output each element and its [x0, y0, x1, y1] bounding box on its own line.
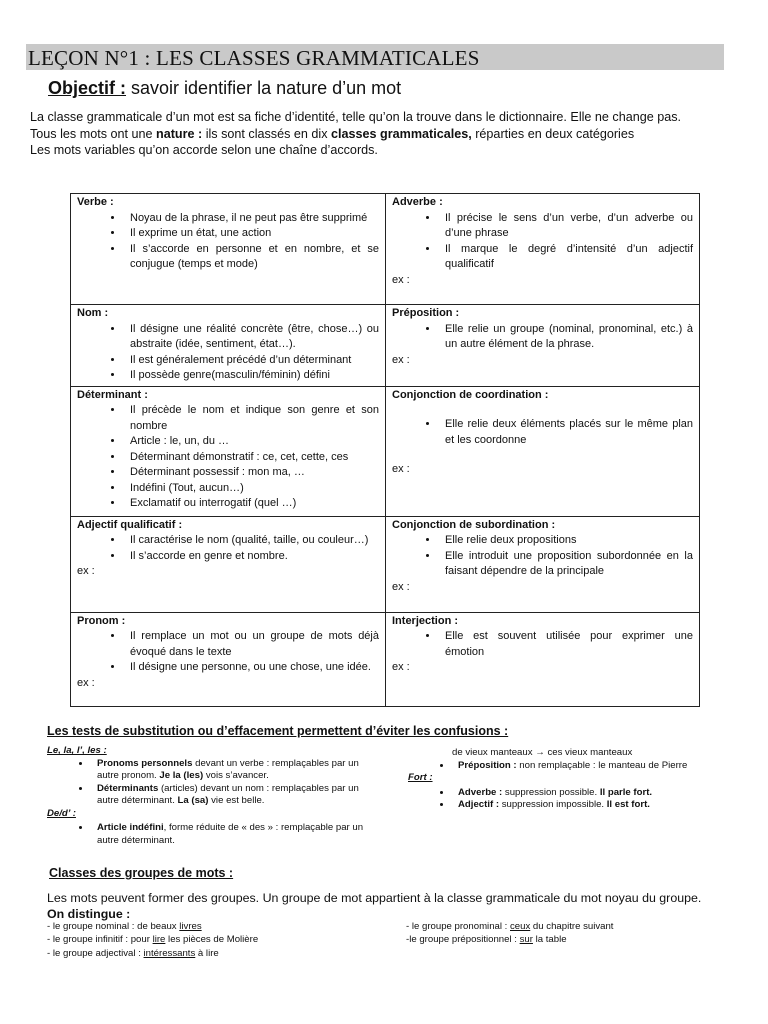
- intro-line-1: La classe grammaticale d’un mot est sa fiche d’identité, telle qu’on la trouve dans le dictionnaire. Elle ne change pas.: [30, 110, 682, 124]
- cell-conjonction-subordination: [386, 516, 700, 612]
- example-label: ex :: [77, 676, 95, 689]
- example: Il parle fort.: [599, 786, 653, 798]
- table-row: [71, 305, 700, 387]
- text: - le groupe adjectival :: [47, 947, 144, 959]
- list-item: • Elle introduit une proposition subordonnée en la faisant dépendre de la principale: [439, 549, 693, 580]
- example: vie est belle.: [208, 795, 265, 806]
- groups-title: Classes des groupes de mots :: [49, 866, 234, 880]
- text: , forme réduite de « des » : remplaçable par un autre déterminant.: [97, 822, 364, 846]
- list-item: • Indéfini (Tout, aucun…): [124, 481, 379, 497]
- example-label: ex :: [392, 661, 410, 673]
- cell-heading: Verbe :: [77, 196, 114, 208]
- example-label: ex :: [77, 565, 95, 577]
- example-label: ex :: [392, 580, 410, 593]
- text: du chapitre suivant: [530, 921, 614, 932]
- intro-line-2-e: réparties en deux catégories: [471, 126, 635, 141]
- list-item: • Il s’accorde en personne et en nombre, et se conjugue (temps et mode): [124, 242, 379, 273]
- example: Je la: [159, 770, 184, 781]
- example: vois s’avancer.: [203, 770, 269, 781]
- list-item: [452, 760, 748, 773]
- intro-line-2-classes: classes grammaticales,: [331, 126, 472, 141]
- text: devant un verbe : remplaçables par un autre pronom.: [97, 757, 359, 781]
- list-item: • Il s’accorde en genre et nombre.: [124, 549, 379, 565]
- text: la table: [532, 934, 567, 946]
- objective-label: Objectif :: [48, 78, 127, 98]
- list-item: [406, 933, 613, 946]
- groups-intro-text: Les mots peuvent former des groupes. Un groupe de mot appartient à la classe grammaticale du mot noyau du groupe.: [47, 891, 702, 905]
- list-item: • Il précède le nom et indique son genre et son nombre: [124, 403, 379, 434]
- tests-subheading-le-la: Le, la, l’, les :: [47, 745, 107, 756]
- list-item: [91, 758, 367, 783]
- title-bar: [26, 44, 724, 70]
- cell-adjectif: [71, 516, 386, 612]
- cell-heading: Déterminant :: [77, 388, 148, 401]
- table-row: [71, 194, 700, 305]
- list-item: [91, 822, 367, 847]
- cell-list: [77, 403, 379, 512]
- list-item: • Article : le, un, du …: [124, 434, 379, 450]
- list-item: [452, 799, 748, 812]
- text: (articles) devant un nom : remplaçables par un autre déterminant.: [97, 782, 359, 806]
- objective: [48, 78, 401, 99]
- list-item: • Il exprime un état, une action: [124, 226, 379, 242]
- noyau: lire: [152, 934, 166, 946]
- cell-heading: Nom :: [77, 307, 109, 319]
- tests-list: [408, 787, 748, 812]
- page-title: LEÇON N°1 : LES CLASSES GRAMMATICALES: [28, 46, 480, 70]
- tests-subheading-de: De/d’ :: [47, 807, 76, 819]
- cell-conjonction-coordination: [386, 386, 700, 516]
- table-row: [71, 516, 700, 612]
- tests-list: [47, 822, 367, 847]
- list-item: [47, 947, 258, 960]
- list-item: • Elle relie deux propositions: [439, 533, 693, 549]
- tests-list: [47, 758, 367, 808]
- cell-heading: Interjection :: [392, 614, 459, 627]
- intro-line-2-a: Tous les mots ont une: [30, 126, 157, 141]
- tests-title: Les tests de substitution ou d’effacement permettent d’éviter les confusions :: [47, 724, 509, 738]
- cell-heading: Conjonction de subordination :: [392, 518, 556, 531]
- arrow-icon: →: [535, 747, 545, 758]
- intro-line-3: Les mots variables qu’on accorde selon une chaîne d’accords.: [30, 143, 378, 157]
- cell-list: [77, 533, 379, 564]
- list-item: • Il caractérise le nom (qualité, taille, ou couleur…): [124, 533, 379, 549]
- cell-heading: Adjectif qualificatif :: [77, 518, 183, 531]
- text: les pièces de Molière: [165, 934, 259, 946]
- text: non remplaçable : le manteau de Pierre: [516, 759, 688, 771]
- cell-heading: Adverbe :: [392, 196, 443, 208]
- cell-list: [392, 533, 693, 580]
- example: La: [177, 795, 192, 806]
- cell-list: [392, 322, 693, 353]
- term: Adverbe :: [458, 786, 503, 798]
- objective-text: savoir identifier la nature d’un mot: [131, 78, 402, 98]
- groups-intro: [47, 890, 757, 922]
- table-row: [71, 386, 700, 516]
- table-row: [71, 612, 700, 706]
- example-label: ex :: [392, 463, 410, 475]
- tests-subheading-fort: Fort :: [408, 772, 433, 783]
- example: Il est fort.: [606, 799, 650, 810]
- cell-list: [392, 417, 693, 448]
- intro-line-2-nature: nature :: [156, 126, 203, 141]
- cell-nom: [71, 305, 386, 387]
- cell-adverbe: [386, 194, 700, 305]
- cell-pronom: [71, 612, 386, 706]
- text: - le groupe infinitif : pour: [47, 934, 153, 946]
- list-item: • Déterminant démonstratif : ce, cet, cette, ces: [124, 450, 379, 466]
- example-label: ex :: [392, 353, 410, 366]
- text: -le groupe prépositionnel :: [406, 934, 520, 946]
- term: Adjectif :: [458, 799, 500, 810]
- list-item: • Exclamatif ou interrogatif (quel …): [124, 496, 379, 512]
- list-item: • Elle relie deux éléments placés sur le même plan et les coordonne: [439, 417, 693, 448]
- list-item: • Elle est souvent utilisée pour exprimer une émotion: [439, 629, 693, 660]
- example: (les): [183, 770, 204, 781]
- noyau: ceux: [510, 921, 531, 932]
- noyau: livres: [179, 921, 202, 932]
- intro-line-2-c: ils sont classés en dix: [202, 126, 331, 141]
- cell-list: [77, 211, 379, 273]
- term: Pronoms personnels: [97, 757, 193, 769]
- text: ces vieux manteaux: [544, 747, 633, 758]
- list-item: • Elle relie un groupe (nominal, pronominal, etc.) à un autre élément de la phrase.: [439, 322, 693, 353]
- groups-distinguish: On distingue :: [47, 907, 131, 921]
- list-item: [452, 787, 748, 800]
- cell-list: [77, 629, 379, 676]
- cell-interjection: [386, 612, 700, 706]
- noyau: intéressants: [143, 947, 196, 959]
- tests-right-column: [408, 747, 748, 812]
- list-item: • Il désigne une réalité concrète (être, chose…) ou abstraite (idée, sentiment, état…).: [124, 322, 379, 353]
- tests-list: [408, 760, 748, 773]
- list-item: • Il précise le sens d’un verbe, d’un adverbe ou d’une phrase: [439, 211, 693, 242]
- text: suppression impossible.: [499, 799, 607, 810]
- groups-left-column: [47, 920, 258, 960]
- intro-text: [30, 109, 730, 159]
- cell-heading: Pronom :: [77, 614, 126, 627]
- classes-table: [70, 193, 700, 707]
- list-item: • Noyau de la phrase, il ne peut pas être supprimé: [124, 211, 379, 227]
- cell-list: [392, 211, 693, 273]
- tests-example-line: [452, 747, 748, 760]
- groups-right-column: [406, 920, 613, 947]
- cell-preposition: [386, 305, 700, 387]
- list-item: • Il remplace un mot ou un groupe de mots déjà évoqué dans le texte: [124, 629, 379, 660]
- text: - le groupe pronominal :: [406, 921, 510, 932]
- term: Déterminants: [97, 782, 159, 794]
- list-item: [91, 783, 367, 808]
- list-item: [47, 920, 258, 933]
- text: à lire: [195, 947, 219, 959]
- cell-heading: Conjonction de coordination :: [392, 388, 549, 401]
- term: Préposition :: [458, 759, 517, 771]
- cell-list: [77, 322, 379, 384]
- list-item: [47, 933, 258, 946]
- tests-left-column: [47, 745, 367, 847]
- cell-verbe: [71, 194, 386, 305]
- list-item: • Il désigne une personne, ou une chose, une idée.: [124, 660, 379, 676]
- text: de vieux manteaux: [452, 747, 536, 758]
- noyau: sur: [519, 934, 533, 946]
- intro-line-2: [30, 126, 730, 143]
- text: - le groupe nominal : de beaux: [47, 921, 180, 932]
- cell-determinant: [71, 386, 386, 516]
- example: (sa): [191, 795, 209, 806]
- list-item: • Il possède genre(masculin/féminin) défini: [124, 368, 379, 384]
- text: suppression possible.: [502, 786, 600, 798]
- cell-heading: Préposition :: [392, 307, 460, 319]
- list-item: [406, 920, 613, 933]
- example-label: ex :: [392, 273, 410, 286]
- list-item: • Déterminant possessif : mon ma, …: [124, 465, 379, 481]
- list-item: • Il marque le degré d’intensité d’un adjectif qualificatif: [439, 242, 693, 273]
- list-item: • Il est généralement précédé d’un déterminant: [124, 353, 379, 369]
- term: Article indéfini: [97, 822, 164, 833]
- cell-list: [392, 629, 693, 660]
